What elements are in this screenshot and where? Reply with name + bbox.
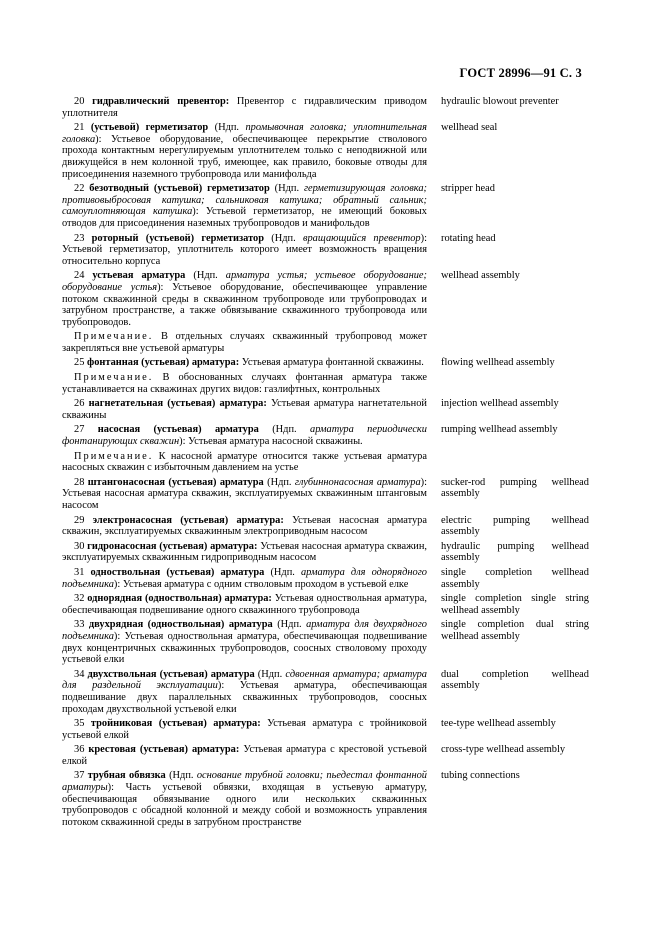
term-prefix: (Ндп. xyxy=(269,183,304,195)
term-name: фонтанная (устьевая) арматура: xyxy=(87,357,240,369)
term-synonyms: сдвоенная арматура; арматура для раздельной эксплуатации xyxy=(62,668,427,692)
term-text: Устьевой герметизатор, уплотнитель которого имеет возможность вращения относительно корпуса xyxy=(62,244,427,267)
term-text: Устьевая арматура с крестовой устьевой елкой xyxy=(62,744,427,767)
term-entry xyxy=(62,515,589,538)
term-entry xyxy=(62,96,589,119)
term-text: Устьевая арматура с тройниковой устьевой елкой xyxy=(62,718,427,741)
term-text: Устьевая арматура фонтанной скважины. xyxy=(241,357,424,369)
note xyxy=(62,372,427,395)
english-equivalent: stripper head xyxy=(441,183,495,195)
term-definition xyxy=(62,619,427,665)
term-name: устьевая арматура xyxy=(92,270,186,282)
term-synonyms: арматура для двухрядного подъемника xyxy=(62,619,428,642)
note-text: В обоснованных случаях фонтанная арматура также устанавливается на скважинах других видов: газлифтных, контрольных xyxy=(62,372,427,395)
term-text: Превентор с гидравлическим приводом уплотнителя xyxy=(62,96,428,119)
english-equivalent: dual completion wellhead assembly xyxy=(441,668,589,692)
term-number: 20 xyxy=(74,96,85,107)
term-prefix: (Ндп. xyxy=(263,476,295,488)
term-synonyms: вращающийся превентор xyxy=(302,232,421,244)
term-name: двухрядная (одноствольная) арматура xyxy=(88,619,273,631)
english-equivalent: rotating head xyxy=(441,232,496,244)
term-prefix: (Ндп. xyxy=(272,619,307,631)
term-text: Устьевое оборудование, обеспечивающее управление потоком скважинной среды в скважинном трубопроводе или трубопроводах и затрубном пространстве, а также обвязывание скважинного трубопровода или трубопроводов. xyxy=(62,281,427,328)
term-definition xyxy=(62,424,427,447)
term-definition xyxy=(62,541,427,564)
english-equivalent: single completion dual string wellhead assembly xyxy=(441,619,589,642)
term-definition xyxy=(62,357,427,369)
english-equivalent: cross-type wellhead assembly xyxy=(441,744,566,756)
term-definition xyxy=(62,122,427,180)
term-prefix: (Ндп. xyxy=(254,668,286,680)
term-synonyms: арматура периодически фонтанирующих скважин xyxy=(62,424,427,448)
term-number: 31 xyxy=(74,566,85,578)
note xyxy=(62,331,427,354)
term-name: (устьевой) герметизатор xyxy=(90,122,209,134)
term-entry xyxy=(62,567,589,590)
term-entry xyxy=(62,744,589,767)
term-name: штангонасосная (устьевая) арматура xyxy=(87,476,264,488)
term-entry xyxy=(62,183,589,229)
term-prefix: (Ндп. xyxy=(208,122,246,134)
term-definition xyxy=(62,270,427,328)
term-after: ): xyxy=(107,782,126,794)
english-equivalent: flowing wellhead assembly xyxy=(441,357,555,369)
term-after: ): xyxy=(113,630,125,642)
note-label: Примечание. xyxy=(74,331,154,343)
term-definition xyxy=(62,718,427,741)
term-name: роторный (устьевой) герметизатор xyxy=(91,232,265,244)
term-definition xyxy=(62,770,427,828)
term-synonyms: арматура устья; устьевое оборудование; оборудование устья xyxy=(62,270,427,293)
term-entry xyxy=(62,541,589,564)
term-text: Устьевая одноствольная арматура, обеспечивающая подвешивание одного скважинного трубопровода xyxy=(62,593,427,616)
english-equivalent: hydraulic blowout preventer xyxy=(441,96,559,107)
term-number: 35 xyxy=(74,718,85,730)
term-name: электронасосная (устьевая) арматура: xyxy=(92,514,284,526)
term-synonyms: основание трубной головки; пьедестал фонтанной арматуры xyxy=(62,770,427,794)
term-text: Устьевое оборудование, обеспечивающее перекрытие стволового прохода контактным нерегулируемым уплотнителем только с неподвижной или движущейся в нем колонной труб, имеющее, как правило, боковые отводы для присоединения наземного трубопровода или манифольда xyxy=(62,133,427,180)
term-name: гидравлический превентор: xyxy=(92,96,230,107)
term-name: одноствольная (устьевая) арматура xyxy=(90,566,265,578)
term-definition xyxy=(62,183,427,229)
term-definition xyxy=(62,398,427,421)
term-entry xyxy=(62,770,589,828)
term-text: Устьевая арматура, обеспечивающая подвешивание двух параллельных скважинных трубопроводов, соосных проходам двухствольной устьевой елки xyxy=(62,680,427,715)
english-equivalent: electric pumping wellhead assembly xyxy=(441,514,589,538)
term-entry xyxy=(62,357,589,369)
term-number: 28 xyxy=(74,476,85,488)
page-header: ГОСТ 28996—91 С. 3 xyxy=(459,66,582,80)
term-number: 26 xyxy=(74,398,85,410)
term-synonyms: промывочная головка; уплотнительная головка xyxy=(62,122,427,145)
term-entry xyxy=(62,424,589,447)
term-definition xyxy=(62,515,427,538)
term-definition xyxy=(62,567,427,590)
term-text: Устьевая одноствольная арматура, обеспечивающая подвешивание двух концентричных скважинных трубопроводов, соосных стволовому проходу устьевой елки xyxy=(62,630,427,666)
term-prefix: (Ндп. xyxy=(185,270,226,282)
term-number: 22 xyxy=(74,183,85,195)
term-name: крестовая (устьевая) арматура: xyxy=(88,744,240,756)
term-definition xyxy=(62,477,427,512)
term-synonyms: арматура для однорядного подъемника xyxy=(62,566,427,590)
term-name: нагнетательная (устьевая) арматура: xyxy=(88,398,267,410)
term-after: ): xyxy=(157,281,173,293)
term-number: 32 xyxy=(74,593,85,605)
term-number: 23 xyxy=(74,232,85,244)
term-name: двухствольная (устьевая) арматура xyxy=(87,668,255,680)
term-text: Устьевая арматура с одним стволовым проходом в устьевой елке xyxy=(122,578,409,590)
terms-table xyxy=(62,96,589,831)
term-text: Часть устьевой обвязки, входящая в устьевую арматуру, обеспечивающая обвязывание одного или нескольких скважинных трубопроводов с обсадной колонной и между собой и возможность управления потоком скважинной среды в затрубном пространстве xyxy=(62,782,427,828)
term-after: ): xyxy=(420,476,427,488)
term-prefix: (Ндп. xyxy=(165,770,197,782)
term-prefix: (Ндп. xyxy=(264,566,301,578)
english-equivalent: tubing connections xyxy=(441,770,520,782)
english-equivalent: wellhead assembly xyxy=(441,270,520,282)
note-label: Примечание. xyxy=(74,372,154,384)
note xyxy=(62,451,427,474)
term-entry xyxy=(62,233,589,268)
term-after: ): xyxy=(95,133,111,145)
english-equivalent: injection wellhead assembly xyxy=(441,398,559,410)
term-after: ): xyxy=(179,436,189,448)
term-name: тройниковая (устьевая) арматура: xyxy=(90,718,261,730)
english-equivalent: tee-type wellhead assembly xyxy=(441,718,556,730)
term-definition xyxy=(62,96,427,119)
term-number: 30 xyxy=(74,540,85,552)
term-entry xyxy=(62,270,589,328)
term-number: 34 xyxy=(74,668,85,680)
term-prefix: (Ндп. xyxy=(258,424,310,436)
term-definition xyxy=(62,593,427,616)
english-equivalent: wellhead seal xyxy=(441,122,498,134)
english-equivalent: single completion single string wellhead assembly xyxy=(441,593,589,616)
term-number: 36 xyxy=(74,744,85,756)
term-entry xyxy=(62,593,589,616)
term-entry xyxy=(62,718,589,741)
term-synonyms: глубиннонасосная арматура xyxy=(294,476,421,488)
term-text: Устьевая арматура насосной скважины. xyxy=(188,436,363,448)
term-entry xyxy=(62,398,589,421)
term-number: 25 xyxy=(74,357,85,369)
term-number: 29 xyxy=(74,514,85,526)
term-after: ): xyxy=(217,680,240,692)
term-entry xyxy=(62,619,589,665)
english-equivalent: hydraulic pumping wellhead assembly xyxy=(441,540,589,564)
term-entry xyxy=(62,669,589,715)
note-text: К насосной арматуре относится также устьевая арматура насосных скважин с избыточным давлением на устье xyxy=(62,450,427,474)
term-number: 24 xyxy=(74,270,85,282)
term-entry xyxy=(62,477,589,512)
note-text: В отдельных случаях скважинный трубопровод может закрепляться вне устьевой арматуры xyxy=(62,331,427,354)
term-after: ): xyxy=(420,232,427,244)
term-name: безотводный (устьевой) герметизатор xyxy=(89,183,270,195)
term-after: ): xyxy=(113,578,123,590)
term-definition xyxy=(62,744,427,767)
term-text: Устьевой герметизатор, не имеющий боковых отводов для присоединения наземных трубопроводов и манифольдов xyxy=(62,206,427,229)
term-text: Устьевая насосная арматура скважин, эксплуатируемых скважинным гидроприводным насосом xyxy=(62,540,427,564)
english-equivalent: sucker-rod pumping wellhead assembly xyxy=(441,476,589,500)
english-equivalent: rumping wellhead assembly xyxy=(441,424,558,436)
term-number: 21 xyxy=(74,122,85,134)
term-number: 33 xyxy=(74,619,85,631)
note-label: Примечание. xyxy=(74,450,154,462)
term-definition xyxy=(62,669,427,715)
term-after: ): xyxy=(192,206,206,218)
term-definition xyxy=(62,233,427,268)
term-text: Устьевая насосная арматура скважин, эксплуатируемых скважинным электроприводным насосом xyxy=(62,514,427,538)
term-text: Устьевая арматура нагнетательной скважины xyxy=(62,398,427,421)
term-number: 27 xyxy=(74,424,85,436)
term-name: насосная (устьевая) арматура xyxy=(97,424,259,436)
term-text: Устьевая насосная арматура скважин, эксплуатируемых скважинным штанговым насосом xyxy=(62,488,427,511)
term-name: трубная обвязка xyxy=(87,770,166,782)
term-name: гидронасосная (устьевая) арматура: xyxy=(87,540,258,552)
term-number: 37 xyxy=(74,770,85,782)
term-synonyms: герметизирующая головка; противовыбросовая катушка; сальниковая катушка; обратный сальник; самоуплотняющая катушка xyxy=(62,183,427,218)
english-equivalent: single completion wellhead assembly xyxy=(441,566,589,590)
term-entry xyxy=(62,122,589,180)
term-prefix: (Ндп. xyxy=(264,232,303,244)
term-name: однорядная (одноствольная) арматура: xyxy=(87,593,272,605)
